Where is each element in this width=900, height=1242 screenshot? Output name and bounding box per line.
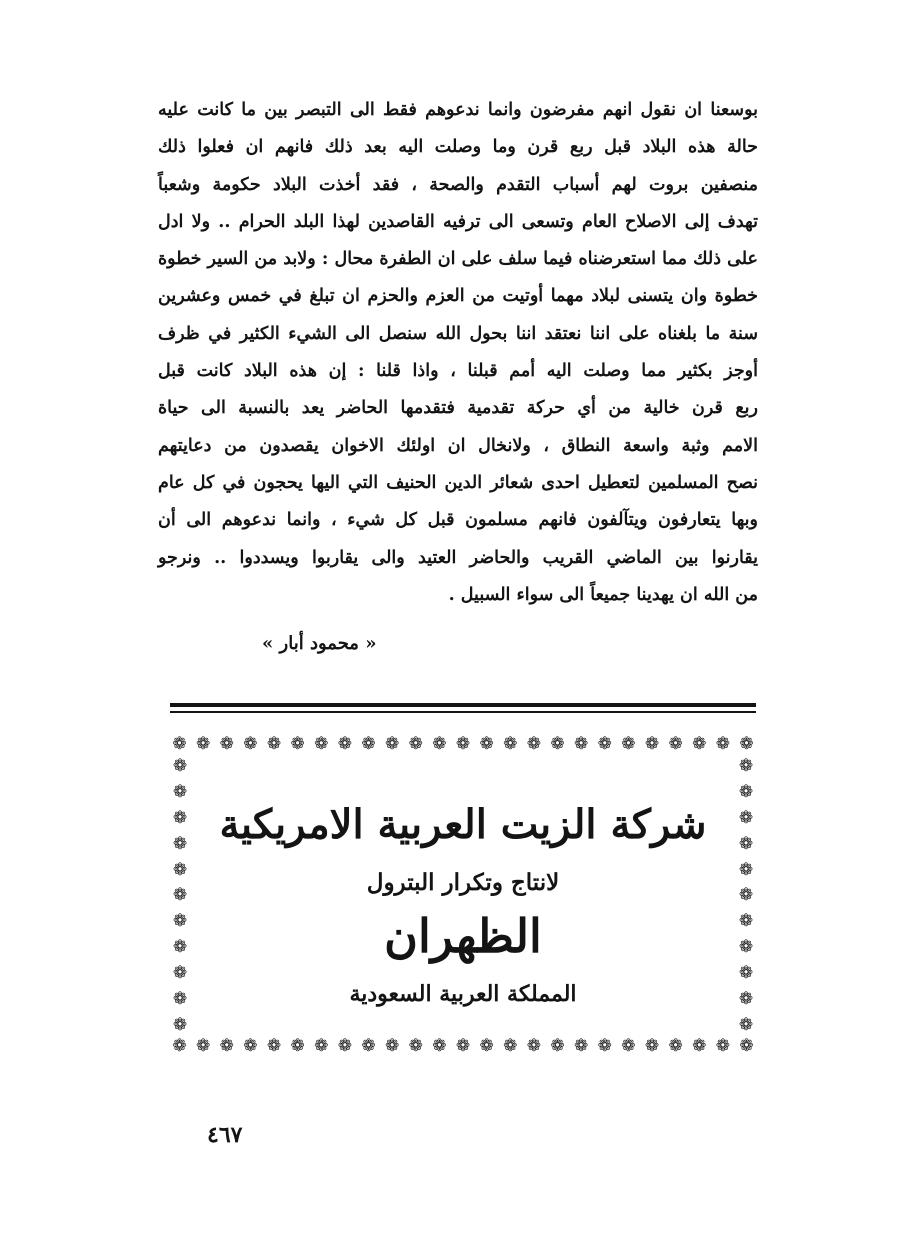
ornament-icon: ❁ <box>172 989 188 1010</box>
company-tagline: لانتاج وتكرار البترول <box>366 869 560 896</box>
ornament-icon: ❁ <box>314 1037 329 1056</box>
ornament-icon: ❁ <box>503 1037 518 1056</box>
ornament-icon: ❁ <box>644 1037 660 1056</box>
ornament-icon: ❁ <box>408 1037 423 1056</box>
ornament-icon: ❁ <box>408 735 423 754</box>
ornament-icon: ❁ <box>385 735 400 754</box>
article-line: حالة هذه البلاد قبل ربع قرن وما وصلت اليه بعد ذلك فانهم ان فعلوا ذلك <box>158 137 758 158</box>
article-line: منصفين بروت لهم أسباب التقدم والصحة ، فقد أخذت البلاد حكومة وشعباً <box>158 174 758 195</box>
ornament-icon: ❁ <box>738 781 754 802</box>
article-line: وبها يتعارفون ويتآلفون فانهم مسلمون قبل كل شيء ، وانما ندعوهم الى أن <box>158 510 758 531</box>
ornament-icon: ❁ <box>455 735 471 754</box>
ornament-icon: ❁ <box>668 1037 683 1056</box>
ornament-icon: ❁ <box>550 735 565 754</box>
ornament-icon: ❁ <box>385 1037 400 1056</box>
advertisement-content <box>194 759 732 1033</box>
ornament-icon: ❁ <box>337 735 352 754</box>
company-name: شركة الزيت العربية الامريكية <box>219 801 707 848</box>
ornament-icon: ❁ <box>172 1014 188 1035</box>
ornament-icon: ❁ <box>337 1037 352 1056</box>
ornament-icon: ❁ <box>597 1037 612 1056</box>
ornamental-border-top <box>170 735 756 755</box>
ornament-icon: ❁ <box>219 735 234 754</box>
ornament-icon: ❁ <box>738 833 754 854</box>
ornament-icon: ❁ <box>172 911 188 932</box>
page-number: ٤٦٧ <box>207 1122 243 1148</box>
ornament-icon: ❁ <box>290 735 305 754</box>
ornament-icon: ❁ <box>526 735 541 754</box>
author-signature: « محمود أبار » <box>262 633 377 654</box>
company-country: المملكة العربية السعودية <box>349 981 577 1007</box>
ornament-icon: ❁ <box>738 989 754 1010</box>
ornament-icon: ❁ <box>739 735 754 754</box>
ornament-icon: ❁ <box>290 1037 305 1056</box>
ornament-icon: ❁ <box>738 937 754 958</box>
ornament-icon: ❁ <box>172 781 188 802</box>
ornament-icon: ❁ <box>738 911 754 932</box>
article-line: تهدف إلى الاصلاح العام وتسعى الى ترفيه القاصدين لهذا البلد الحرام .. ولا ادل <box>158 211 758 232</box>
ornament-icon: ❁ <box>361 1037 376 1056</box>
article-line: الامم وثبة واسعة النطاق ، ولانخال ان اولئك الاخوان يقصدون من دعايتهم <box>158 435 758 456</box>
ornament-icon: ❁ <box>196 735 211 754</box>
ornament-icon: ❁ <box>172 1037 187 1056</box>
ornament-icon: ❁ <box>644 735 660 754</box>
ornament-icon: ❁ <box>172 807 188 828</box>
ornament-icon: ❁ <box>715 735 730 754</box>
ornament-icon: ❁ <box>314 735 329 754</box>
ornament-icon: ❁ <box>692 1037 707 1056</box>
ornament-icon: ❁ <box>668 735 683 754</box>
ornament-icon: ❁ <box>597 735 612 754</box>
article-line: نصح المسلمين لتعطيل احدى شعائر الدين الحنيف التي اليها يحجون في كل عام <box>158 472 758 493</box>
ornament-icon: ❁ <box>621 1037 636 1056</box>
ornamental-border-bottom <box>170 1037 756 1057</box>
ornament-icon: ❁ <box>266 735 282 754</box>
ornament-icon: ❁ <box>266 1037 282 1056</box>
ornament-icon: ❁ <box>574 735 589 754</box>
ornament-icon: ❁ <box>172 833 188 854</box>
ornamental-border-left <box>170 757 190 1035</box>
ornament-icon: ❁ <box>432 735 447 754</box>
ornament-icon: ❁ <box>243 1037 258 1056</box>
ornament-icon: ❁ <box>692 735 707 754</box>
ornament-icon: ❁ <box>479 735 494 754</box>
article-line: خطوة وان يتسنى لبلاد مهما أوتيت من العزم والحزم ان تبلغ في خمس وعشرين <box>158 286 758 307</box>
article-text <box>158 92 758 614</box>
ornament-icon: ❁ <box>172 963 188 984</box>
ornament-icon: ❁ <box>361 735 376 754</box>
ornament-icon: ❁ <box>219 1037 234 1056</box>
ornamental-border-right <box>736 757 756 1035</box>
article-line: من الله ان يهدينا جميعاً الى سواء السبيل . <box>448 584 758 605</box>
company-city: الظهران <box>384 909 542 963</box>
ornament-icon: ❁ <box>621 735 636 754</box>
ornament-icon: ❁ <box>172 885 188 906</box>
section-divider-thick <box>170 703 756 707</box>
ornament-icon: ❁ <box>738 859 754 880</box>
ornament-icon: ❁ <box>526 1037 541 1056</box>
ornament-icon: ❁ <box>432 1037 447 1056</box>
ornament-icon: ❁ <box>715 1037 730 1056</box>
ornament-icon: ❁ <box>172 735 187 754</box>
ornament-icon: ❁ <box>739 1037 754 1056</box>
ornament-icon: ❁ <box>738 757 754 776</box>
ornament-icon: ❁ <box>574 1037 589 1056</box>
ornament-icon: ❁ <box>172 937 188 958</box>
ornament-icon: ❁ <box>738 885 754 906</box>
article-line: يقارنوا بين الماضي القريب والحاضر العتيد والى يقاربوا ويسددوا .. ونرجو <box>158 547 758 568</box>
ornament-icon: ❁ <box>243 735 258 754</box>
ornament-icon: ❁ <box>172 859 188 880</box>
ornament-icon: ❁ <box>738 963 754 984</box>
ornament-icon: ❁ <box>479 1037 494 1056</box>
ornament-icon: ❁ <box>455 1037 471 1056</box>
ornament-icon: ❁ <box>738 1014 754 1035</box>
ornament-icon: ❁ <box>172 757 188 776</box>
article-line: على ذلك مما استعرضناه فيما سلف على ان الطفرة محال : ولابد من السير خطوة <box>158 249 758 270</box>
ornament-icon: ❁ <box>196 1037 211 1056</box>
section-divider-thin <box>170 711 756 713</box>
article-line: أوجز بكثير مما وصلت اليه أمم قبلنا ، واذا قلنا : إن هذه البلاد كانت قبل <box>158 361 758 382</box>
article-line: بوسعنا ان نقول انهم مفرضون وانما ندعوهم فقط الى التبصر بين ما كانت عليه <box>158 100 758 120</box>
ornament-icon: ❁ <box>550 1037 565 1056</box>
ornament-icon: ❁ <box>503 735 518 754</box>
ornament-icon: ❁ <box>738 807 754 828</box>
article-line: ربع قرن خالية من أي حركة تقدمية فتقدمها الحاضر يعد بالنسبة الى حياة <box>158 398 758 419</box>
advertisement-box <box>170 735 756 1057</box>
article-line: سنة ما بلغناه على اننا نعتقد اننا بحول الله سنصل الى الشيء الكثير في ظرف <box>158 323 758 344</box>
